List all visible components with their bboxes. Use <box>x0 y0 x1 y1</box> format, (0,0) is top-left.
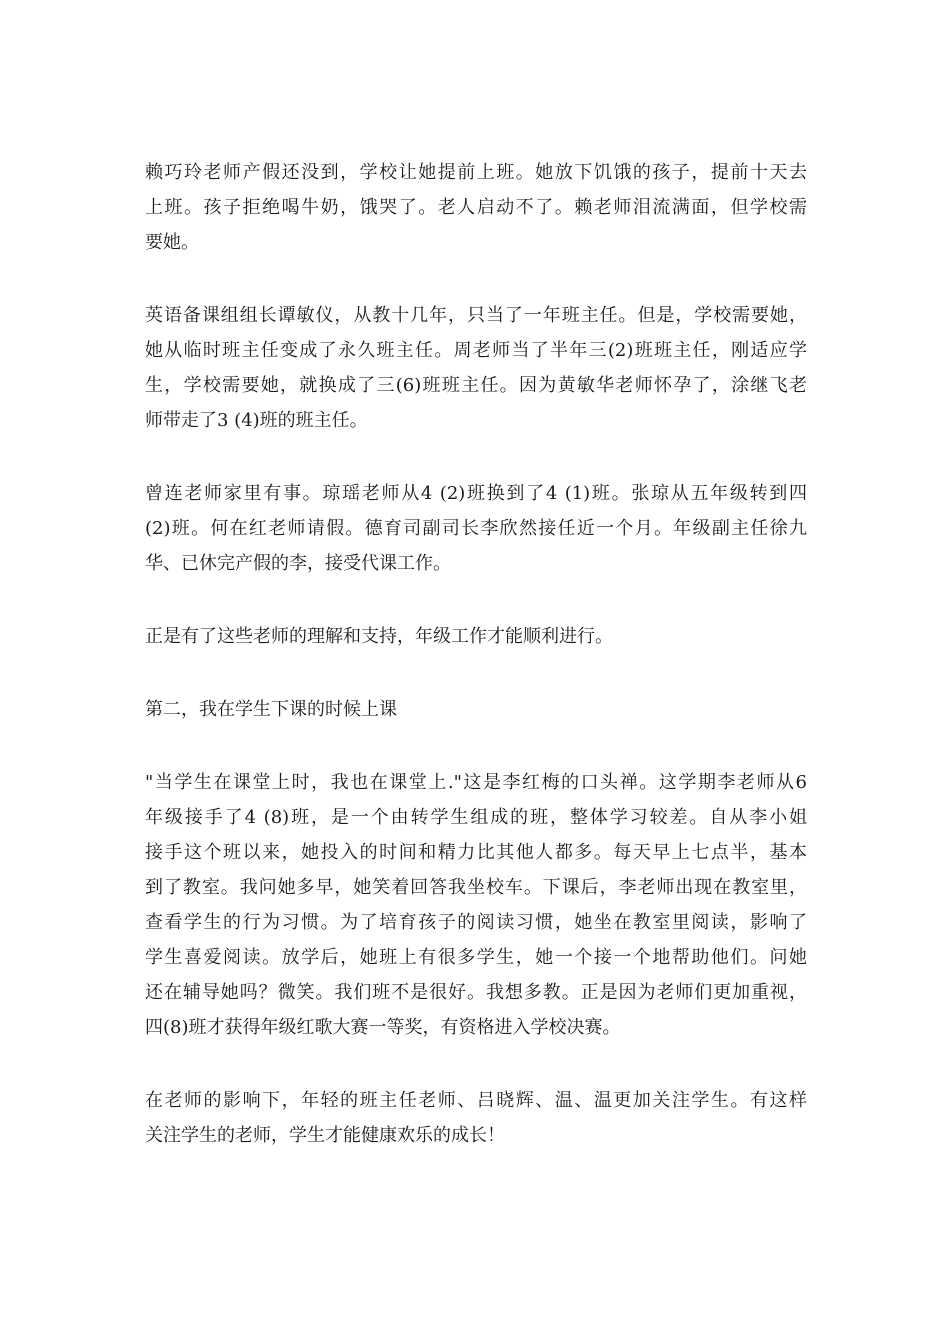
text-line: 华、已休完产假的李，接受代课工作。 <box>145 553 451 574</box>
text-line: 到了教室。我问她多早，她笑着回答我坐校车。下课后，李老师出现在教室里， <box>145 877 807 898</box>
paragraph-5 <box>145 765 807 1045</box>
text-line: 还在辅导她吗？微笑。我们班不是很好。我想多教。正是因为老师们更加重视， <box>145 982 807 1003</box>
document-body <box>145 155 807 1191</box>
text-line: 要她。 <box>145 232 199 253</box>
text-line: (2)班。何在红老师请假。德育司副司长李欣然接任近一个月。年级副主任徐九 <box>145 518 807 539</box>
text-line: 第二，我在学生下课的时候上课 <box>145 699 397 720</box>
text-line: "当学生在课堂上时，我也在课堂上."这是李红梅的口头禅。这学期李老师从6 <box>145 772 807 793</box>
paragraph-1 <box>145 155 807 260</box>
text-line: 师带走了3 (4)班的班主任。 <box>145 410 368 431</box>
text-line: 查看学生的行为习惯。为了培育孩子的阅读习惯，她坐在教室里阅读，影响了 <box>145 912 807 933</box>
text-line: 上班。孩子拒绝喝牛奶，饿哭了。老人启动不了。赖老师泪流满面，但学校需 <box>145 197 807 218</box>
text-line: 赖巧玲老师产假还没到，学校让她提前上班。她放下饥饿的孩子，提前十天去 <box>145 162 807 183</box>
text-line: 接手这个班以来，她投入的时间和精力比其他人都多。每天早上七点半，基本 <box>145 842 807 863</box>
text-line: 英语备课组组长谭敏仪，从教十几年，只当了一年班主任。但是，学校需要她， <box>145 305 807 326</box>
text-line: 曾连老师家里有事。琼瑶老师从4 (2)班换到了4 (1)班。张琼从五年级转到四 <box>145 483 807 504</box>
text-line: 学生喜爱阅读。放学后，她班上有很多学生，她一个接一个地帮助他们。问她 <box>145 947 807 968</box>
paragraph-3 <box>145 476 807 581</box>
text-line: 正是有了这些老师的理解和支持，年级工作才能顺利进行。 <box>145 626 613 647</box>
text-line: 年级接手了4 (8)班，是一个由转学生组成的班，整体学习较差。自从李小姐 <box>145 807 807 828</box>
text-line: 四(8)班才获得年级红歌大赛一等奖，有资格进入学校决赛。 <box>145 1017 621 1038</box>
section-heading <box>145 692 807 727</box>
paragraph-6 <box>145 1083 807 1153</box>
text-line: 她从临时班主任变成了永久班主任。周老师当了半年三(2)班班主任，刚适应学 <box>145 340 807 361</box>
paragraph-2 <box>145 298 807 438</box>
paragraph-4 <box>145 619 807 654</box>
text-line: 在老师的影响下，年轻的班主任老师、吕晓辉、温、温更加关注学生。有这样 <box>145 1090 807 1111</box>
text-line: 关注学生的老师，学生才能健康欢乐的成长！ <box>145 1125 505 1146</box>
text-line: 生，学校需要她，就换成了三(6)班班主任。因为黄敏华老师怀孕了，涂继飞老 <box>145 375 807 396</box>
